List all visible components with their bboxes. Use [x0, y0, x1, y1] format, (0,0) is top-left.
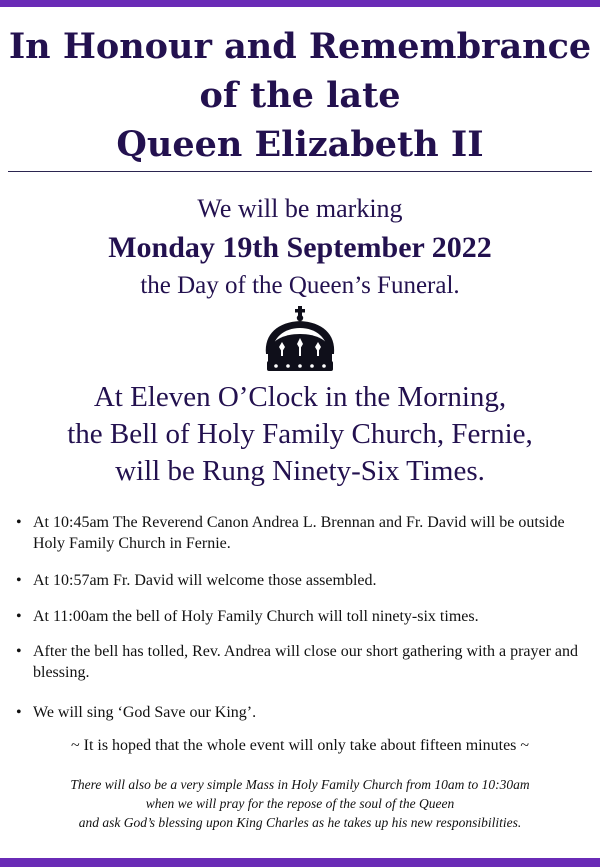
title-line-1: In Honour and Remembrance — [8, 26, 592, 67]
title-divider — [8, 171, 592, 172]
event-date: Monday 19th September 2022 — [108, 231, 492, 264]
mass-line-3: and ask God’s blessing upon King Charles as he takes up his new responsibilities. — [78, 815, 522, 830]
bells-line-3: will be Rung Ninety-Six Times. — [115, 455, 485, 487]
bells-line-2: the Bell of Holy Family Church, Fernie, — [67, 418, 533, 450]
bottom-border-band — [0, 858, 600, 867]
duration-note: ~ It is hoped that the whole event will only take about fifteen minutes ~ — [70, 737, 530, 754]
list-item: • We will sing ‘God Save our King’. — [33, 702, 588, 723]
bells-line-1: At Eleven O’Clock in the Morning, — [93, 381, 507, 413]
mass-line-1: There will also be a very simple Mass in Holy Family Church from 10am to 10:30am — [70, 777, 530, 792]
list-item: • At 10:45am The Reverend Canon Andrea L. Brennan and Fr. David will be outside Holy Family Church in Fernie. — [33, 512, 588, 554]
marking-text: We will be marking — [197, 194, 403, 223]
bell-announcement — [0, 379, 600, 490]
page-title — [0, 22, 600, 169]
mass-note — [0, 775, 600, 832]
crown-icon — [258, 304, 342, 376]
title-line-3: Queen Elizabeth II — [116, 124, 484, 165]
title-line-2: of the late — [199, 75, 401, 116]
top-border-band — [0, 0, 600, 7]
funeral-day-text: the Day of the Queen’s Funeral. — [140, 272, 460, 299]
mass-line-2: when we will pray for the repose of the soul of the Queen — [145, 796, 455, 811]
list-item: • After the bell has tolled, Rev. Andrea will close our short gathering with a prayer and blessing. — [33, 641, 588, 683]
list-item: • At 11:00am the bell of Holy Family Church will toll ninety-six times. — [33, 606, 588, 627]
list-item: • At 10:57am Fr. David will welcome those assembled. — [33, 570, 588, 591]
